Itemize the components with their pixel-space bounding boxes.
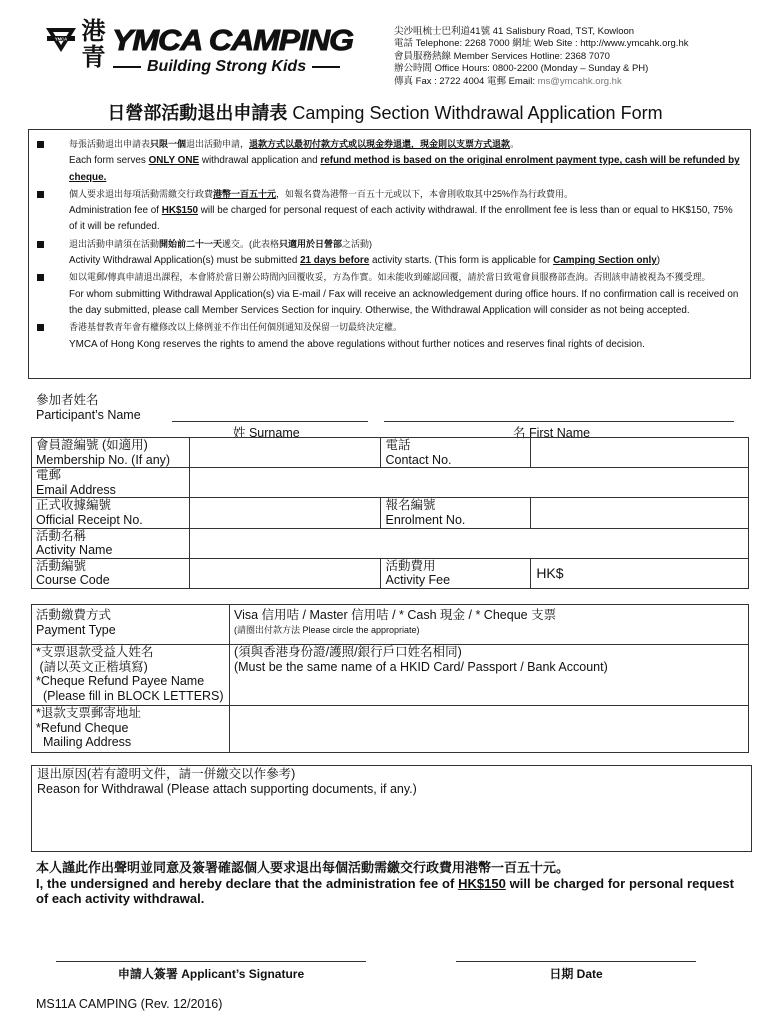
note-segment: Each form serves <box>69 155 149 167</box>
payee-field[interactable] <box>229 645 748 706</box>
note-segment: 遞交。(此表格 <box>222 238 280 249</box>
tagline-dash-left <box>113 66 141 68</box>
reason-box[interactable] <box>31 765 752 852</box>
date-label: 日期 Date <box>549 967 603 981</box>
surname-input-line[interactable] <box>172 421 368 422</box>
course-code-label-zh: 活動編號 <box>36 558 87 573</box>
contact-hotline: 會員服務熱線 Member Services Hotline: 2368 7070 <box>394 50 610 62</box>
participant-label <box>36 393 141 423</box>
page-title <box>0 99 770 125</box>
declaration-en <box>36 876 734 907</box>
note-segment: 退出活動申請， <box>186 139 250 149</box>
note-segment: ) <box>656 255 661 267</box>
details-table <box>31 437 749 589</box>
reason-label-en: Reason for Withdrawal (Please attach supporting documents, if any.) <box>37 781 417 796</box>
email-label-zh: 電郵 <box>36 468 62 483</box>
bullet-icon <box>37 324 44 331</box>
note-segment: ONLY ONE <box>148 155 200 167</box>
surname-label: 姓 Surname <box>233 426 300 440</box>
receipt-label <box>32 498 190 528</box>
bullet-icon <box>37 274 44 281</box>
payee-label-line-2: (請以英文正楷填寫) <box>36 659 148 674</box>
activity-fee-label-zh: 活動費用 <box>385 558 436 573</box>
contact-fax-email <box>394 76 688 88</box>
signature-line[interactable] <box>56 961 366 962</box>
logo-tagline <box>113 58 363 76</box>
declaration-zh: 本人謹此作出聲明並同意及簽署確認個人要求退出每個活動需繳交行政費用港幣一百五十元。 <box>36 860 570 875</box>
note-segment: will be charged for personal request of each activity withdrawal. If the enrollment fee is less than or equal to HK$150, 75% of it will be refunded. <box>69 205 733 233</box>
membership-label <box>32 438 190 468</box>
mailing-label <box>32 706 230 753</box>
participant-label-en: Participant’s Name <box>36 407 141 422</box>
activity-name-label-en: Activity Name <box>36 543 113 558</box>
note-segment: ，如報名費為港幣一百五十元或以下，本會則收取其中25%作為行政費用。 <box>276 188 574 199</box>
course-code-label-en: Course Code <box>36 573 110 588</box>
note-segment: 如以電郵/傳真申請退出課程，本會將於當日辦公時間內回覆收妥，方為作實。如未能收到確認回覆，請於當日致電會員服務部查詢。否則該申請被視為不獲受理。 <box>69 272 711 283</box>
contact-no-field[interactable] <box>531 438 749 468</box>
note-segment: YMCA of Hong Kong reserves the rights to amend the above regulations without further notices and reserves final rights of decision. <box>69 338 645 350</box>
logo-chinese: 港青 <box>77 18 106 70</box>
reason-label-zh: 退出原因(若有證明文件，請一併繳交以作參考) <box>37 767 296 781</box>
note-3-en <box>37 253 742 269</box>
activity-fee-prefix: HK$ <box>536 565 564 582</box>
note-segment: 之活動) <box>342 238 373 249</box>
payee-note-zh: (須與香港身份證/護照/銀行戶口姓名相同) <box>233 645 462 659</box>
note-segment: HK$150 <box>161 205 198 217</box>
note-segment: 開始前二十一天 <box>159 238 223 249</box>
course-code-field[interactable] <box>189 558 381 588</box>
note-segment: 。 <box>510 139 520 149</box>
enrolment-label-en: Enrolment No. <box>385 512 466 527</box>
membership-label-zh: 會員證編號 (如適用) <box>36 438 148 452</box>
payment-options-hint: (請圈出付款方法 Please circle the appropriate) <box>233 624 420 635</box>
note-segment: 只適用於日營部 <box>279 238 343 249</box>
tagline-text: Building Strong Kids <box>147 58 307 75</box>
note-4-en <box>37 287 742 320</box>
note-5-en <box>37 337 742 353</box>
note-segment: 港幣一百五十元 <box>213 188 277 199</box>
contact-no-label <box>381 438 531 468</box>
note-segment: 個人要求退出每項活動需繳交行政費 <box>69 188 214 199</box>
note-4-zh <box>37 269 742 286</box>
firstname-label: 名 First Name <box>513 426 591 440</box>
payee-label-line-3: *Cheque Refund Payee Name <box>36 674 205 689</box>
email-label-en: Email Address <box>36 482 116 497</box>
note-segment: For whom submitting Withdrawal Application(s) via E-mail / Fax will receive an acknowledgement during office hours. If no confirmation call is received on the day submitted, please call Member Services Section for inquiry. Otherwise, the Withdrawal Application will consider as not being accepted. <box>69 288 739 316</box>
enrolment-label <box>381 498 531 528</box>
payment-type-options[interactable] <box>229 605 748 645</box>
payment-options-text[interactable]: Visa 信用咭 / Master 信用咭 / * Cash 現金 / * Cheque 支票 <box>233 608 557 622</box>
payee-note-en: (Must be the same name of a HKID Card/ Passport / Bank Account) <box>233 659 608 674</box>
activity-name-label <box>32 528 190 558</box>
payment-type-label <box>32 605 230 645</box>
note-segment: 香港基督教青年會有權修改以上條例並不作出任何個別通知及保留一切最終決定權。 <box>69 322 403 333</box>
payee-label-line-4: (Please fill in BLOCK LETTERS) <box>36 688 224 703</box>
note-3-zh <box>37 236 742 253</box>
note-segment: 每張活動退出申請表 <box>69 139 151 149</box>
logo-main-text: YMCA CAMPING <box>112 24 354 57</box>
note-1-en <box>37 153 742 186</box>
mailing-address-field[interactable] <box>229 706 748 753</box>
note-segment: withdrawal application and <box>199 155 321 167</box>
bullet-icon <box>37 241 44 248</box>
note-segment: activity starts. (This form is applicable for <box>369 255 554 267</box>
payment-table <box>31 604 749 753</box>
title-en: Camping Section Withdrawal Application Form <box>292 103 663 123</box>
title-zh: 日營部活動退出申請表 <box>107 103 293 123</box>
declaration-en-post: will be charged for personal request of each activity withdrawal. <box>36 875 734 906</box>
contact-address: 尖沙咀梳士巴利道41號 41 Salisbury Road, TST, Kowloon <box>394 26 635 37</box>
bullet-icon <box>37 141 44 148</box>
membership-label-en: Membership No. (If any) <box>36 452 171 467</box>
note-segment: 只限一個 <box>150 139 187 149</box>
payment-type-label-en: Payment Type <box>36 622 116 637</box>
ymca-triangle-logo <box>44 22 78 56</box>
note-segment: refund method is based on the original enrolment payment type, cash will be refunded by cheque. <box>69 155 740 183</box>
declaration <box>36 860 734 907</box>
note-segment: 退款方式以最初付款方式或以現金券退還，現金則以支票方式退款 <box>249 139 511 149</box>
note-segment: Camping Section only <box>553 255 657 267</box>
enrolment-field[interactable] <box>531 498 749 528</box>
activity-name-field[interactable] <box>189 528 748 558</box>
contact-no-label-zh: 電話 <box>385 438 411 452</box>
note-segment: 21 days before <box>300 255 370 267</box>
contact-fax: 傳真 Fax : 2722 4004 電郵 Email: <box>394 75 538 87</box>
participant-label-zh: 參加者姓名 <box>36 393 99 407</box>
notes-box <box>28 129 751 379</box>
bullet-icon <box>37 191 44 198</box>
mailing-label-line-1: *退款支票郵寄地址 <box>36 706 141 720</box>
activity-fee-field[interactable] <box>531 558 749 588</box>
receipt-label-zh: 正式收據編號 <box>36 498 112 513</box>
mailing-label-line-2: *Refund Cheque <box>36 720 129 735</box>
payee-label-line-1: *支票退款受益人姓名 <box>36 645 154 659</box>
note-segment: 退出活動申請須在活動 <box>69 238 160 249</box>
activity-fee-label-en: Activity Fee <box>385 573 451 588</box>
activity-fee-label <box>381 558 531 588</box>
email-field[interactable] <box>189 468 748 498</box>
activity-name-label-zh: 活動名稱 <box>36 528 87 543</box>
email-label <box>32 468 190 498</box>
note-2-zh <box>37 186 742 203</box>
header <box>0 0 770 95</box>
membership-field[interactable] <box>189 438 381 468</box>
payee-label <box>32 645 230 706</box>
mailing-label-line-3: Mailing Address <box>36 735 132 750</box>
contact-block <box>394 26 688 88</box>
receipt-label-en: Official Receipt No. <box>36 512 143 527</box>
course-code-label <box>32 558 190 588</box>
enrolment-label-zh: 報名編號 <box>385 498 436 513</box>
contact-telephone: 電話 Telephone: 2268 7000 網址 Web Site : http://www.ymcahk.org.hk <box>394 38 689 50</box>
payment-type-label-zh: 活動繳費方式 <box>36 608 112 622</box>
date-line[interactable] <box>456 961 696 962</box>
firstname-input-line[interactable] <box>384 421 734 422</box>
declaration-en-fee: HK$150 <box>458 875 506 891</box>
contact-email: ms@ymcahk.org.hk <box>537 75 622 87</box>
note-segment: Activity Withdrawal Application(s) must be submitted <box>69 255 301 267</box>
contact-no-label-en: Contact No. <box>385 452 452 467</box>
contact-office-hours: 辦公時間 Office Hours: 0800-2200 (Monday – Sunday & PH) <box>394 63 649 75</box>
logo-ymca-text: YMCA <box>54 36 68 42</box>
declaration-en-pre: I, the undersigned and hereby declare that the administration fee of <box>36 875 459 891</box>
note-2-en <box>37 203 742 236</box>
receipt-field[interactable] <box>189 498 381 528</box>
note-1-zh <box>37 136 742 153</box>
tagline-dash-right <box>312 66 340 68</box>
note-5-zh <box>37 319 742 336</box>
note-segment: Administration fee of <box>69 205 162 217</box>
form-code-footer: MS11A CAMPING (Rev. 12/2016) <box>36 997 223 1011</box>
signature-label: 申請人簽署 Applicant’s Signature <box>117 967 305 981</box>
